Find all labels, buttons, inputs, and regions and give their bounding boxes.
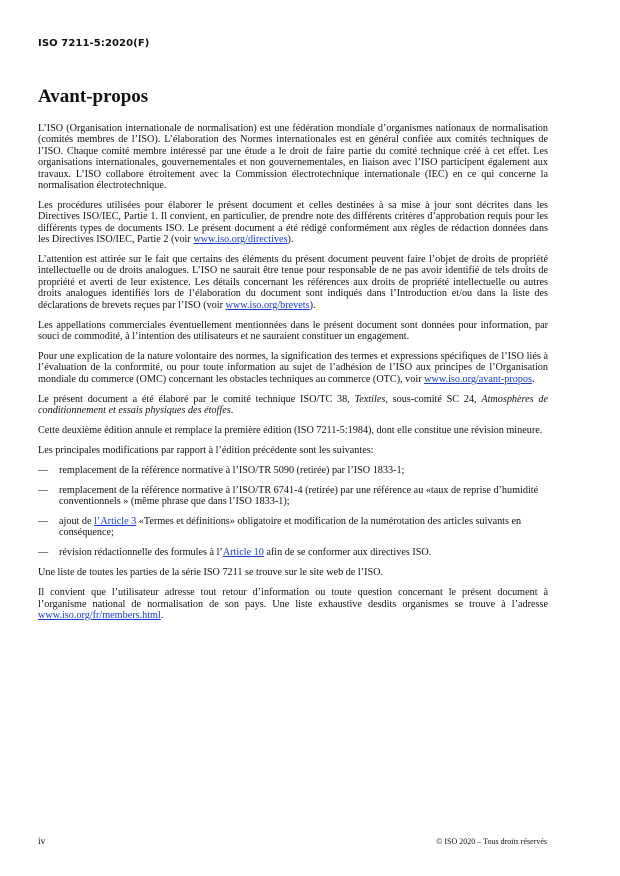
paragraph-patents-text: L’attention est attirée sur le fait que certains des éléments du présent document peuvent faire l’objet de droits de propriété intellectuelle ou de droits analogues. L’ISO ne saurait être tenue pour responsable de ne pas avoir identifié de tels droits de propriété et averti de leur existence. Les détails concernant les références aux droits de propriété intellectuelle ou autres droits analogues identifiés lors de l’élaboration du document sont indiqués dans l’Introduction et/ou dans la liste des déclarations de brevets reçues par l’ISO (voir xyxy=(38,254,548,311)
paragraph-feedback xyxy=(38,587,548,621)
list-item-3-text-a: ajout de xyxy=(59,515,95,527)
committee-text-a: Le présent document a été élaboré par le comité technique ISO/TC 38, xyxy=(38,393,355,405)
link-directives[interactable]: www.iso.org/directives xyxy=(193,234,288,246)
list-item-text xyxy=(59,547,548,558)
list-item xyxy=(38,547,548,558)
paragraph-changes-intro: Les principales modifications par rapport à l’édition précédente sont les suivantes: xyxy=(38,444,374,456)
page-number: iv xyxy=(38,837,46,847)
list-item-3-text-b: «Termes et définitions» obligatoire et modification de la numérotation des articles suivants en conséquence; xyxy=(59,515,522,539)
page-title: Avant-propos xyxy=(38,86,149,107)
list-item-4-text-a: révision rédactionnelle des formules à xyxy=(59,547,217,559)
list-item-text xyxy=(59,516,548,539)
paragraph-feedback-end: . xyxy=(160,609,164,621)
paragraph-iso-intro: L’ISO (Organisation internationale de normalisation) est une fédération mondiale d’organismes nationaux de normalisation (comités membres de l’ISO). L’élaboration des Normes internationales est en général confiée aux comités techniques de l’ISO. Chaque comité membre intéressé par une étude a le droit de faire partie du comité technique créé à cet effet. Les organisations internationales, gouvernementales et non gouvernementales, en liaison avec l’ISO participent également aux travaux. L’ISO collabore étroitement avec la Commission électrotechnique internationale (IEC) en ce qui concerne la normalisation électrotechnique. xyxy=(38,123,548,192)
list-dash: — xyxy=(38,464,49,476)
list-dash: — xyxy=(38,484,49,496)
paragraph-edition: Cette deuxième édition annule et remplace la première édition (ISO 7211-5:1984), dont elle constitue une révision mineure. xyxy=(38,424,543,436)
committee-text-c: , sous-comité SC 24, xyxy=(385,393,482,405)
list-item xyxy=(38,485,548,508)
paragraph-trade-names: Les appellations commerciales éventuellement mentionnées dans le présent document sont données pour information, par souci de commodité, à l’intention des utilisateurs et ne sauraient constituer un engagement. xyxy=(38,319,548,342)
document-id-header: ISO 7211-5:2020(F) xyxy=(38,38,150,49)
link-article-10[interactable]: Article 10 xyxy=(222,547,264,559)
foreword-body xyxy=(38,123,548,630)
paragraph-voluntary-text: Pour une explication de la nature volontaire des normes, la signification des termes et expressions spécifiques de l’ISO liés à l’évaluation de la conformité, ou pour toute information au sujet de l’adhésion de l’ISO aux principes de l’Organisation mondiale du commerce (OMC) concernant les obstacles techniques au commerce (OTC), voir xyxy=(38,350,548,385)
list-item-4-article-prefix: l’ xyxy=(216,547,223,559)
link-article-3[interactable]: l’Article 3 xyxy=(94,515,137,527)
paragraph-patents xyxy=(38,254,548,311)
paragraph-procedures-end: ). xyxy=(287,234,294,246)
list-item xyxy=(38,465,548,476)
committee-text-e: . xyxy=(230,405,234,417)
list-item-4-text-b: afin de se conformer aux directives ISO. xyxy=(263,547,432,559)
list-dash: — xyxy=(38,547,49,559)
paragraph-procedures-text: Les procédures utilisées pour élaborer le présent document et celles destinées à sa mise à jour sont décrites dans les Directives ISO/IEC, Partie 1. Il convient, en particulier, de prendre note des différents critères d’approbation requis pour les différents types de documents ISO. Le présent document a été rédigé conformément aux règles de rédaction données dans les Directives ISO/IEC, Partie 2 (voir xyxy=(38,199,548,246)
list-item-text: remplacement de la référence normative à l’ISO/TR 6741-4 (retirée) par une référence au «taux de reprise d’humidité conventionnels » (même phrase que dans l’ISO 1833-1); xyxy=(59,484,539,508)
paragraph-series-list: Une liste de toutes les parties de la série ISO 7211 se trouve sur le site web de l’ISO. xyxy=(38,567,384,579)
list-item-text: remplacement de la référence normative à l’ISO/TR 5090 (retirée) par l’ISO 1833-1; xyxy=(59,464,405,476)
link-brevets[interactable]: www.iso.org/brevets xyxy=(225,299,310,311)
paragraph-procedures xyxy=(38,200,548,246)
paragraph-voluntary-nature xyxy=(38,351,548,385)
paragraph-committee xyxy=(38,394,548,417)
link-members[interactable]: www.iso.org/fr/members.html xyxy=(38,609,161,621)
paragraph-voluntary-end: . xyxy=(531,373,535,385)
paragraph-feedback-text: Il convient que l’utilisateur adresse tout retour d’information ou toute question concernant le présent document à l’organisme national de normalisation de son pays. Une liste exhaustive desdits organismes se trouve à l’adresse xyxy=(38,587,548,610)
list-dash: — xyxy=(38,515,49,527)
paragraph-patents-end: ). xyxy=(309,299,316,311)
committee-textiles: Textiles xyxy=(354,393,386,405)
list-item xyxy=(38,516,548,539)
copyright-notice: © ISO 2020 – Tous droits réservés xyxy=(436,837,547,846)
link-avant-propos[interactable]: www.iso.org/avant-propos xyxy=(424,373,532,385)
committee-subcommittee-title: Atmosphères de conditionnement et essais physiques des étoffes xyxy=(38,393,548,417)
